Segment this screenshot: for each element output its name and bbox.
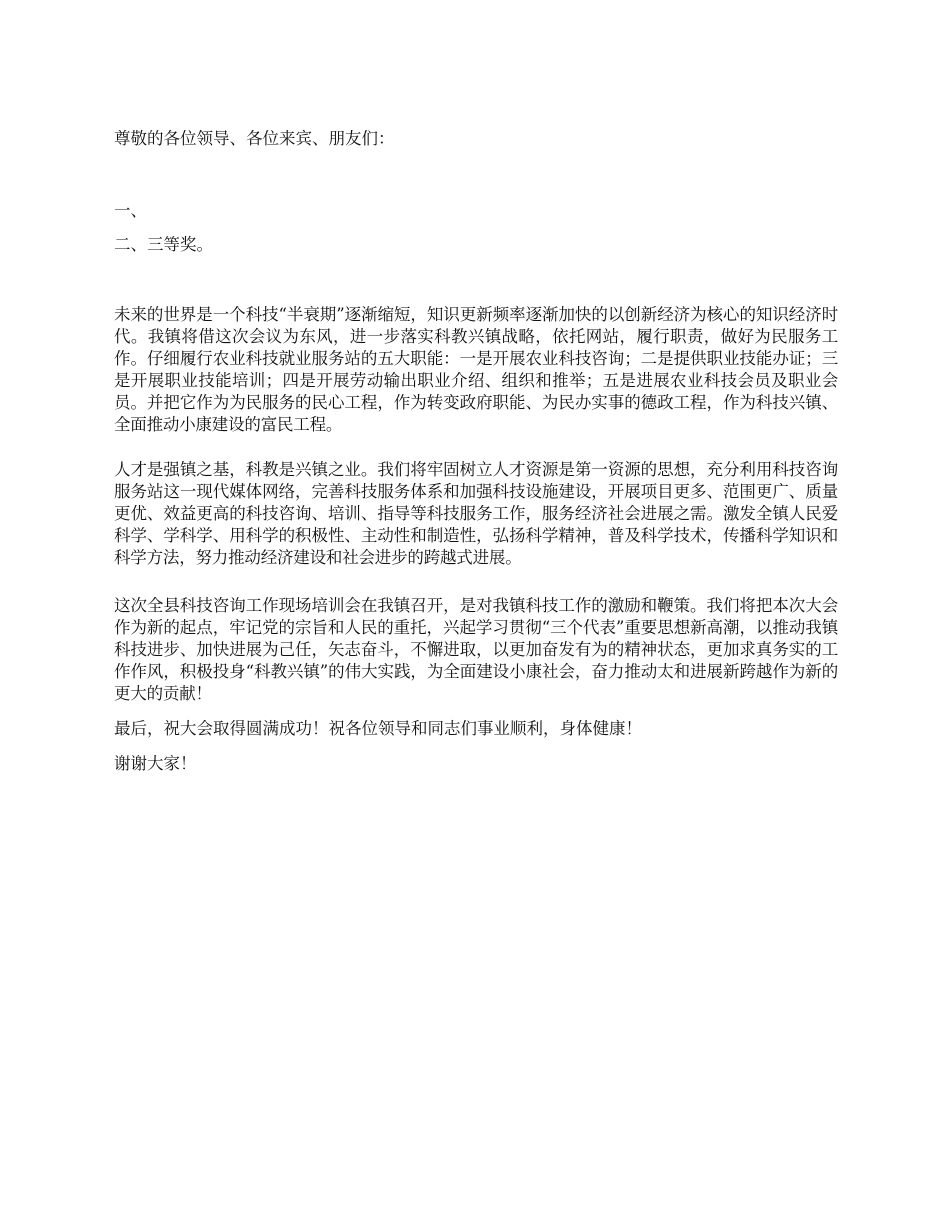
list-item-one: 一、 <box>114 201 147 220</box>
body-paragraph: 这次全县科技咨询工作现场培训会在我镇召开，是对我镇科技工作的激励和鞭策。我们将把本次大会作为新的起点，牢记党的宗旨和人民的重托，兴起学习贯彻“三个代表”重要思想新高潮，以推动我镇科技进步、加快进展为己任，矢志奋斗，不懈进取，以更加奋发有为的精神状态，更加求真务实的工作作风，积极投身“科教兴镇”的伟大实践，为全面建设小康社会，奋力推动太和进展新跨越作为新的更大的贡献！ <box>114 596 838 703</box>
body-paragraph: 未来的世界是一个科技“半衰期”逐渐缩短，知识更新频率逐渐加快的以创新经济为核心的知识经济时代。我镇将借这次会议为东风，进一步落实科教兴镇战略，依托网站，履行职责，做好为民服务工作。仔细履行农业科技就业服务站的五大职能：一是开展农业科技咨询；二是提供职业技能办证；三是开展职业技能培训；四是开展劳动输出职业介绍、组织和推举；五是进展农业科技会员及职业会员。并把它作为为民服务的民心工程，作为转变政府职能、为民办实事的德政工程，作为科技兴镇、全面推动小康建设的富民工程。 <box>114 305 838 434</box>
thanks-line: 谢谢大家！ <box>114 754 197 773</box>
closing-wish: 最后，祝大会取得圆满成功！祝各位领导和同志们事业顺利，身体健康！ <box>114 719 642 738</box>
list-item-two: 二、三等奖。 <box>114 235 213 254</box>
body-paragraph: 人才是强镇之基，科教是兴镇之业。我们将牢固树立人才资源是第一资源的思想，充分利用科技咨询服务站这一现代媒体网络，完善科技服务体系和加强科技设施建设，开展项目更多、范围更广、质量更优、效益更高的科技咨询、培训、指导等科技服务工作，服务经济社会进展之需。激发全镇人民爱科学、学科学、用科学的积极性、主动性和制造性，弘扬科学精神，普及科学技术，传播科学知识和科学方法，努力推动经济建设和社会进步的跨越式进展。 <box>114 460 838 567</box>
salutation: 尊敬的各位领导、各位来宾、朋友们： <box>114 129 395 148</box>
